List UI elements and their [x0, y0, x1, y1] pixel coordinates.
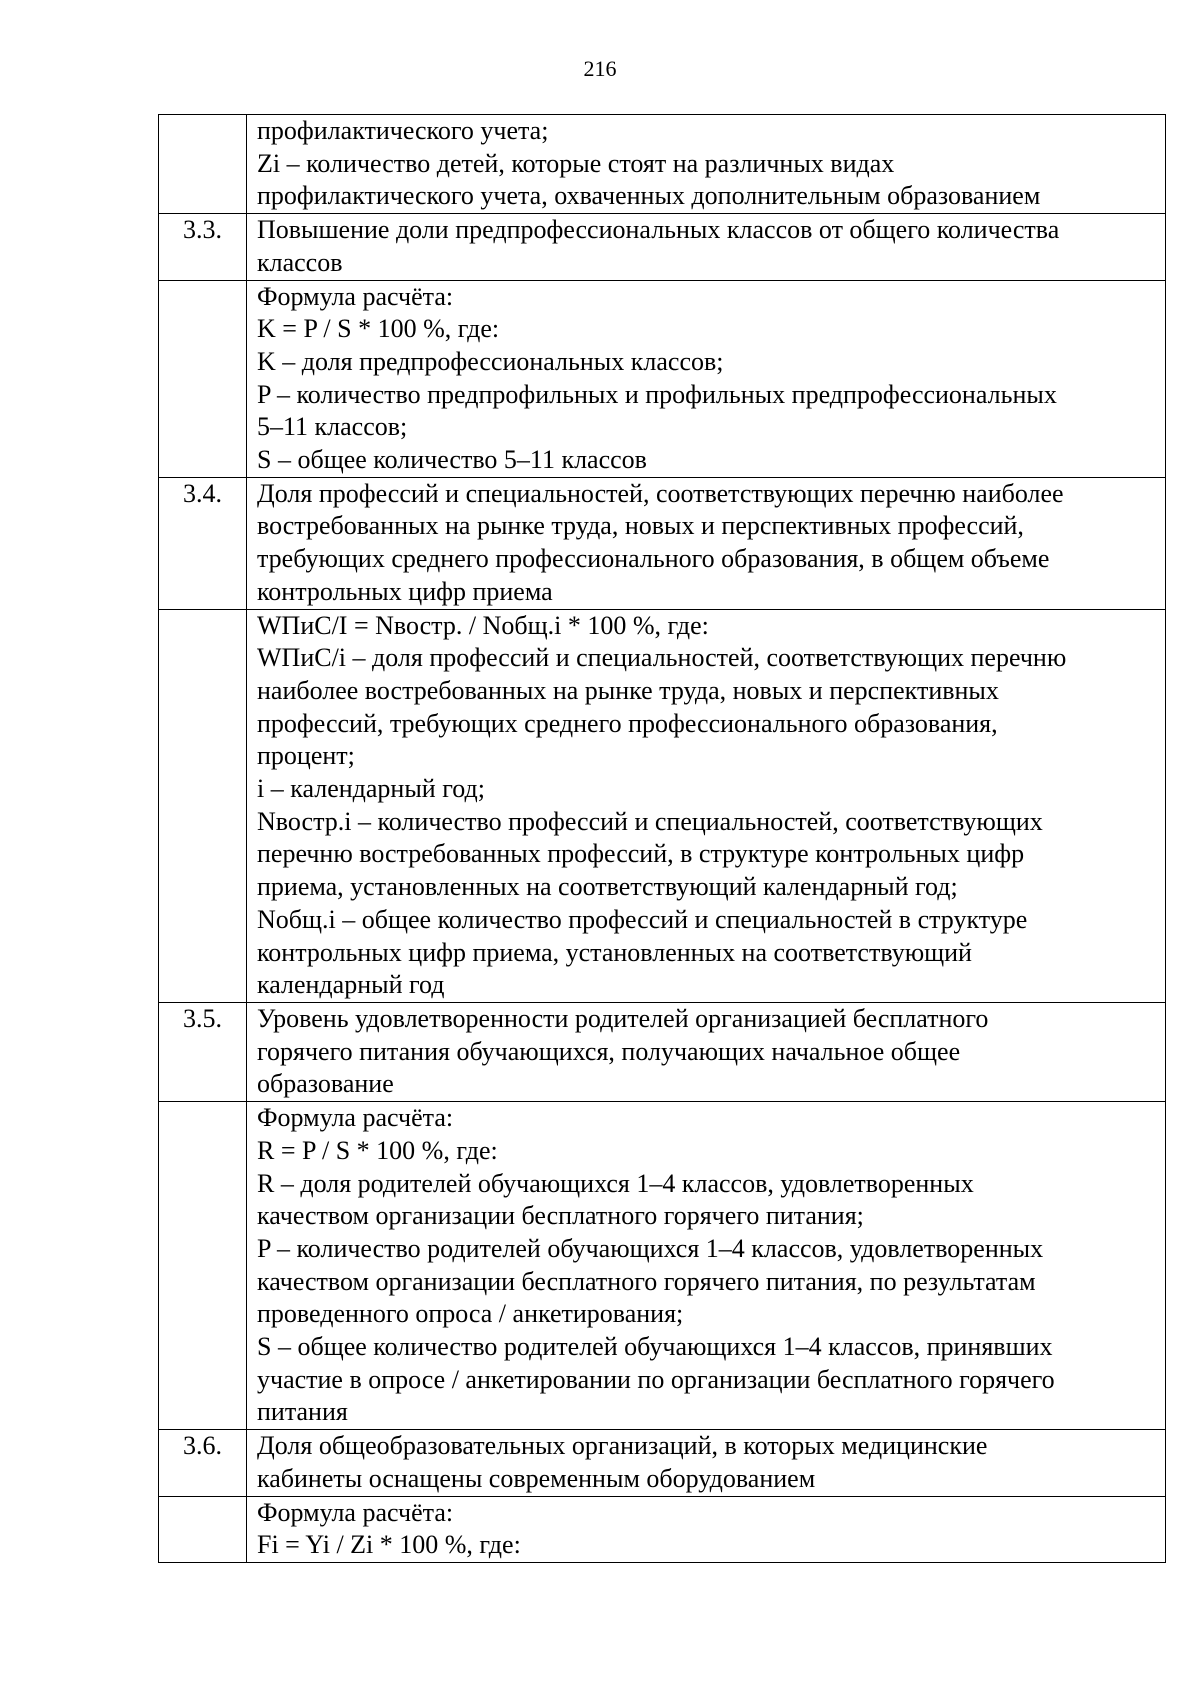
indicator-row: [159, 1430, 1166, 1496]
indicator-number-cell: [159, 214, 247, 280]
text-line: процент;: [257, 741, 355, 771]
indicator-number-cell: [159, 1102, 247, 1430]
indicator-detail-row: [159, 609, 1166, 1002]
text-line: S – общее количество 5–11 классов: [257, 445, 647, 475]
text-line: образование: [257, 1069, 394, 1099]
text-line: горячего питания обучающихся, получающих начальное общее: [257, 1036, 961, 1066]
text-line: качеством организации бесплатного горячего питания, по результатам: [257, 1266, 1036, 1296]
text-line: участие в опросе / анкетировании по организации бесплатного горячего: [257, 1364, 1055, 1394]
indicator-row: [159, 1002, 1166, 1101]
text-line: Формула расчёта:: [257, 1103, 454, 1133]
indicator-number-cell: [159, 280, 247, 477]
indicator-text-cell: [247, 1002, 1166, 1101]
text-line: Формула расчёта:: [257, 1497, 454, 1527]
indicator-number-cell: [159, 609, 247, 1002]
text-line: календарный год: [257, 970, 445, 1000]
text-line: кабинеты оснащены современным оборудованием: [257, 1463, 816, 1493]
indicator-number-cell: [159, 477, 247, 609]
indicator-number-cell: [159, 115, 247, 214]
text-line: наиболее востребованных на рынке труда, новых и перспективных: [257, 675, 999, 705]
text-line: Zi – количество детей, которые стоят на различных видах: [257, 148, 895, 178]
indicator-text-cell: [247, 477, 1166, 609]
text-line: профилактического учета;: [257, 116, 549, 145]
text-line: востребованных на рынке труда, новых и перспективных профессий,: [257, 511, 1024, 541]
text-line: P – количество родителей обучающихся 1–4 классов, удовлетворенных: [257, 1233, 1044, 1263]
indicators-table-body: [159, 115, 1166, 1563]
indicator-detail-row: [159, 115, 1166, 214]
indicator-number: 3.5.: [183, 1003, 222, 1033]
text-line: K – доля предпрофессиональных классов;: [257, 346, 724, 376]
indicator-detail-row: [159, 1496, 1166, 1562]
indicator-row: [159, 214, 1166, 280]
text-line: Fi = Yi / Zi * 100 %, где:: [257, 1530, 521, 1560]
text-line: Nвостр.i – количество профессий и специальностей, соответствующих: [257, 806, 1043, 836]
indicator-text-cell: [247, 609, 1166, 1002]
text-line: качеством организации бесплатного горячего питания;: [257, 1201, 864, 1231]
text-line: Повышение доли предпрофессиональных классов от общего количества: [257, 215, 1060, 245]
indicator-number-cell: [159, 1002, 247, 1101]
text-line: классов: [257, 247, 343, 277]
indicator-text-cell: [247, 1102, 1166, 1430]
text-line: S – общее количество родителей обучающихся 1–4 классов, принявших: [257, 1332, 1053, 1362]
indicator-text-cell: [247, 214, 1166, 280]
text-line: R – доля родителей обучающихся 1–4 классов, удовлетворенных: [257, 1168, 974, 1198]
indicator-row: [159, 477, 1166, 609]
indicator-text-cell: [247, 115, 1166, 214]
indicator-detail-row: [159, 1102, 1166, 1430]
text-line: перечню востребованных профессий, в структуре контрольных цифр: [257, 839, 1025, 869]
text-line: WПиС/I = Nвостр. / Nобщ.i * 100 %, где:: [257, 610, 709, 640]
text-line: Доля профессий и специальностей, соответствующих перечню наиболее: [257, 478, 1064, 508]
indicator-number-cell: [159, 1496, 247, 1562]
text-line: 5–11 классов;: [257, 412, 408, 442]
indicator-number-cell: [159, 1430, 247, 1496]
indicator-text-cell: [247, 1496, 1166, 1562]
indicator-text-cell: [247, 1430, 1166, 1496]
indicators-table: [158, 114, 1166, 1563]
indicator-text-cell: [247, 280, 1166, 477]
text-line: K = P / S * 100 %, где:: [257, 314, 500, 344]
text-line: R = P / S * 100 %, где:: [257, 1135, 498, 1165]
text-line: проведенного опроса / анкетирования;: [257, 1299, 684, 1329]
text-line: WПиС/i – доля профессий и специальностей, соответствующих перечню: [257, 643, 1067, 673]
page-number: 216: [583, 56, 617, 81]
text-line: профессий, требующих среднего профессионального образования,: [257, 708, 998, 738]
text-line: приема, установленных на соответствующий календарный год;: [257, 872, 958, 902]
text-line: Уровень удовлетворенности родителей организацией бесплатного: [257, 1003, 989, 1033]
text-line: требующих среднего профессионального образования, в общем объеме: [257, 544, 1050, 574]
text-line: Формула расчёта:: [257, 281, 454, 311]
text-line: i – календарный год;: [257, 774, 485, 804]
indicator-number: 3.4.: [183, 478, 222, 508]
text-line: питания: [257, 1397, 348, 1427]
text-line: контрольных цифр приема: [257, 576, 553, 606]
text-line: контрольных цифр приема, установленных на соответствующий: [257, 937, 972, 967]
indicator-number: 3.3.: [183, 215, 222, 245]
text-line: Доля общеобразовательных организаций, в которых медицинские: [257, 1431, 988, 1461]
indicator-detail-row: [159, 280, 1166, 477]
text-line: профилактического учета, охваченных дополнительным образованием: [257, 181, 1041, 211]
indicator-number: 3.6.: [183, 1431, 222, 1461]
text-line: P – количество предпрофильных и профильных предпрофессиональных: [257, 379, 1057, 409]
text-line: Nобщ.i – общее количество профессий и специальностей в структуре: [257, 904, 1028, 934]
